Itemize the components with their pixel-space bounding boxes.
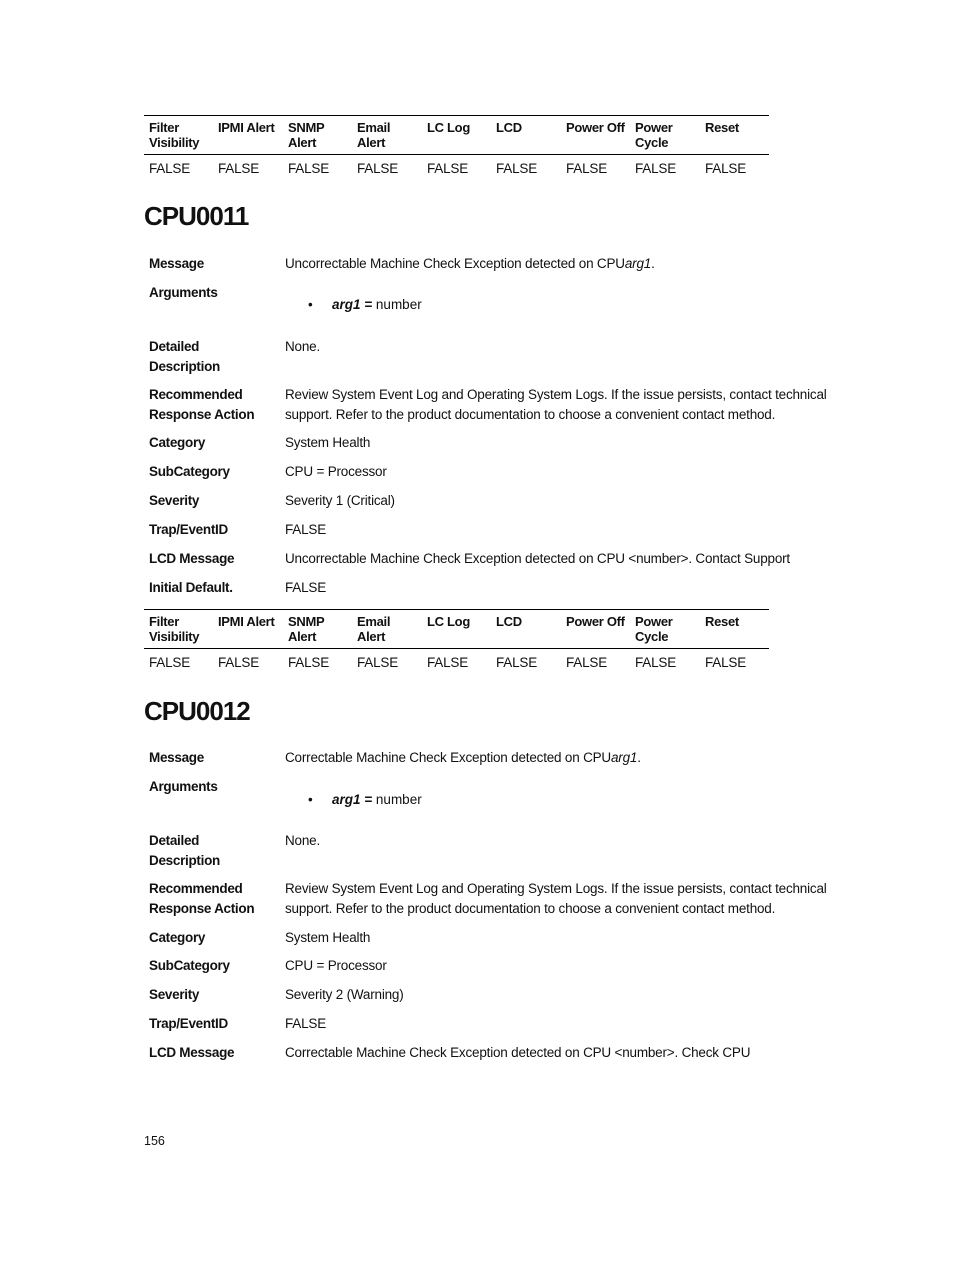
value-power-off: FALSE — [566, 655, 608, 670]
label-subcategory: SubCategory — [149, 464, 230, 479]
header-power-cycle: Power Cycle — [630, 610, 700, 649]
label-trap-event-id: Trap/EventID — [149, 1016, 228, 1031]
header-filter-visibility: Filter Visibility — [144, 610, 213, 649]
value-lcd: FALSE — [496, 655, 538, 670]
header-lc-log: LC Log — [422, 116, 491, 155]
label-arguments: Arguments — [149, 285, 218, 300]
trap-event-id-value: FALSE — [285, 1016, 327, 1031]
header-reset: Reset — [700, 610, 769, 649]
severity-value: Severity 1 (Critical) — [285, 493, 395, 508]
value-power-cycle: FALSE — [635, 161, 677, 176]
label-lcd-message: LCD Message — [149, 1045, 235, 1060]
alert-table-top — [144, 115, 769, 176]
value-email-alert: FALSE — [357, 655, 399, 670]
message-value: Correctable Machine Check Exception detected on CPUarg1. — [285, 750, 641, 765]
value-power-off: FALSE — [566, 161, 608, 176]
label-detailed-description: Detailed Description — [149, 833, 220, 868]
message-value: Uncorrectable Machine Check Exception detected on CPUarg1. — [285, 256, 655, 271]
header-snmp-alert: SNMP Alert — [283, 116, 352, 155]
lcd-message-value: Correctable Machine Check Exception detected on CPU <number>. Check CPU — [285, 1045, 751, 1060]
label-message: Message — [149, 750, 204, 765]
label-category: Category — [149, 435, 206, 450]
value-ipmi-alert: FALSE — [218, 655, 260, 670]
label-subcategory: SubCategory — [149, 958, 230, 973]
trap-event-id-value: FALSE — [285, 522, 327, 537]
label-trap-event-id: Trap/EventID — [149, 522, 228, 537]
label-recommended-action: Recommended Response Action — [149, 387, 255, 422]
header-power-off: Power Off — [561, 610, 630, 649]
section-title-cpu0011: CPU0011 — [144, 201, 249, 231]
alert-table-header-row — [144, 116, 769, 155]
label-severity: Severity — [149, 987, 200, 1002]
value-power-cycle: FALSE — [635, 655, 677, 670]
header-email-alert: Email Alert — [352, 116, 422, 155]
recommended-action-value: Review System Event Log and Operating System Logs. If the issue persists, contact technical support. Refer to the product documentation to choose a convenient contact method. — [285, 881, 827, 916]
header-filter-visibility: Filter Visibility — [144, 116, 213, 155]
alert-table-cpu0011 — [144, 609, 769, 670]
header-lc-log: LC Log — [422, 610, 491, 649]
label-initial-default: Initial Default. — [149, 580, 233, 595]
value-lc-log: FALSE — [427, 655, 469, 670]
page-number: 156 — [144, 1134, 165, 1148]
value-reset: FALSE — [705, 161, 747, 176]
subcategory-value: CPU = Processor — [285, 958, 387, 973]
detailed-description-value: None. — [285, 339, 321, 354]
value-ipmi-alert: FALSE — [218, 161, 260, 176]
initial-default-value: FALSE — [285, 580, 327, 595]
subcategory-value: CPU = Processor — [285, 464, 387, 479]
value-lc-log: FALSE — [427, 161, 469, 176]
header-ipmi-alert: IPMI Alert — [213, 610, 283, 649]
alert-table-header-row — [144, 610, 769, 649]
value-filter-visibility: FALSE — [149, 655, 191, 670]
value-reset: FALSE — [705, 655, 747, 670]
label-severity: Severity — [149, 493, 200, 508]
value-snmp-alert: FALSE — [288, 161, 330, 176]
bullet-icon: • — [308, 297, 313, 312]
severity-value: Severity 2 (Warning) — [285, 987, 404, 1002]
value-lcd: FALSE — [496, 161, 538, 176]
header-lcd: LCD — [491, 116, 561, 155]
value-snmp-alert: FALSE — [288, 655, 330, 670]
header-snmp-alert: SNMP Alert — [283, 610, 352, 649]
lcd-message-value: Uncorrectable Machine Check Exception detected on CPU <number>. Contact Support — [285, 551, 790, 566]
value-email-alert: FALSE — [357, 161, 399, 176]
value-filter-visibility: FALSE — [149, 161, 191, 176]
header-ipmi-alert: IPMI Alert — [213, 116, 283, 155]
label-lcd-message: LCD Message — [149, 551, 235, 566]
label-arguments: Arguments — [149, 779, 218, 794]
table-row — [144, 649, 769, 671]
category-value: System Health — [285, 435, 371, 450]
label-message: Message — [149, 256, 204, 271]
header-reset: Reset — [700, 116, 769, 155]
bullet-icon: • — [308, 792, 313, 807]
header-power-cycle: Power Cycle — [630, 116, 700, 155]
header-email-alert: Email Alert — [352, 610, 422, 649]
label-detailed-description: Detailed Description — [149, 339, 220, 374]
category-value: System Health — [285, 930, 371, 945]
header-lcd: LCD — [491, 610, 561, 649]
recommended-action-value: Review System Event Log and Operating System Logs. If the issue persists, contact technical support. Refer to the product documentation to choose a convenient contact method. — [285, 387, 827, 422]
label-category: Category — [149, 930, 206, 945]
label-recommended-action: Recommended Response Action — [149, 881, 255, 916]
section-title-cpu0012: CPU0012 — [144, 696, 250, 726]
header-power-off: Power Off — [561, 116, 630, 155]
detailed-description-value: None. — [285, 833, 321, 848]
table-row — [144, 155, 769, 177]
